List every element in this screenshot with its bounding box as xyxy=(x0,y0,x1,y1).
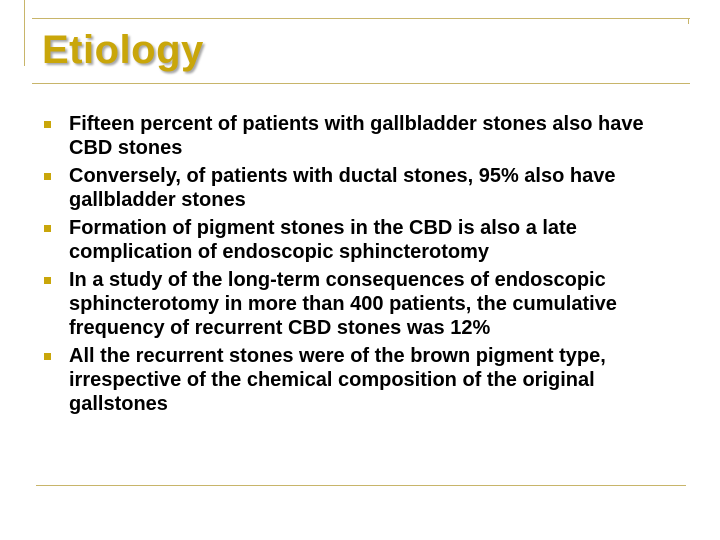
bullet-list xyxy=(42,112,682,420)
slide-title: Etiology xyxy=(42,28,204,72)
bullet-item xyxy=(42,164,682,212)
bullet-text: Formation of pigment stones in the CBD is also a late complication of endoscopic sphincterotomy xyxy=(69,217,577,263)
square-bullet-icon xyxy=(44,173,51,180)
square-bullet-icon xyxy=(44,277,51,284)
frame-top-line xyxy=(32,18,690,19)
square-bullet-icon xyxy=(44,225,51,232)
bullet-item xyxy=(42,268,682,340)
footer-line xyxy=(36,485,686,486)
bullet-item xyxy=(42,216,682,264)
bullet-text: Fifteen percent of patients with gallbladder stones also have CBD stones xyxy=(69,113,644,159)
bullet-text: In a study of the long-term consequences of endoscopic sphincterotomy in more than 400 patients, the cumulative frequency of recurrent CBD stones was 12% xyxy=(69,269,617,339)
frame-right-tick xyxy=(688,18,689,24)
bullet-text: Conversely, of patients with ductal stones, 95% also have gallbladder stones xyxy=(69,165,616,211)
frame-vertical-line xyxy=(24,0,25,66)
title-underline xyxy=(32,83,690,84)
bullet-text: All the recurrent stones were of the brown pigment type, irrespective of the chemical composition of the original gallstones xyxy=(69,345,606,415)
square-bullet-icon xyxy=(44,353,51,360)
bullet-item xyxy=(42,112,682,160)
bullet-item xyxy=(42,344,682,416)
square-bullet-icon xyxy=(44,121,51,128)
